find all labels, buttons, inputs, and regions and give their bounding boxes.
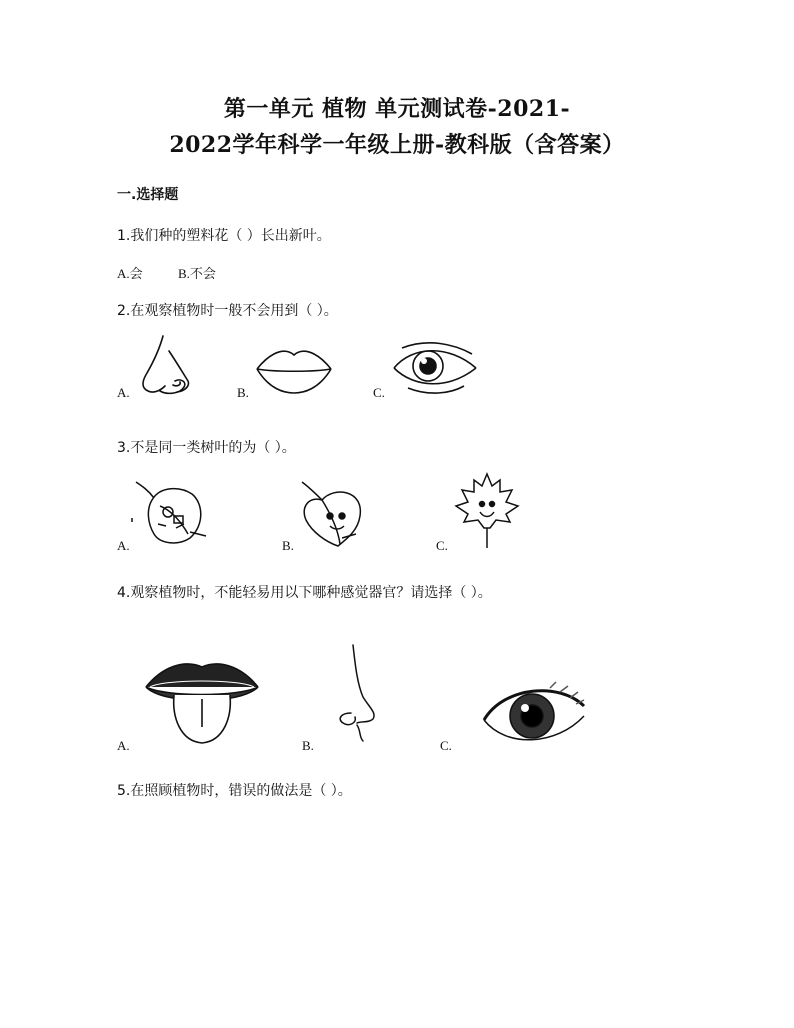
q2-option-a: A. <box>117 385 130 400</box>
q2-option-b: B. <box>237 385 249 400</box>
question-3: 3.不是同一类树叶的为（ ）。 <box>117 440 296 456</box>
q1-option-a: A.会 <box>117 266 143 281</box>
eye-icon <box>388 340 482 400</box>
leaf-round-icon <box>130 480 210 546</box>
eye-icon-2 <box>480 680 588 750</box>
question-2: 2.在观察植物时一般不会用到（ ）。 <box>117 303 338 319</box>
page-title-line2: 2022学年科学一年级上册-教科版（含答案） <box>169 132 625 158</box>
q4-option-b: B. <box>302 738 314 753</box>
q4-option-c: C. <box>440 738 452 753</box>
leaf-maple-icon <box>452 472 522 550</box>
q1-option-b: B.不会 <box>178 266 216 281</box>
nose-icon-2 <box>333 643 389 743</box>
tongue-icon <box>144 657 260 745</box>
q3-option-a: A. <box>117 538 130 553</box>
page-title-line1: 第一单元 植物 单元测试卷-2021- <box>223 96 571 122</box>
question-1: 1.我们种的塑料花（ ）长出新叶。 <box>117 228 331 244</box>
question-5: 5.在照顾植物时，错误的做法是（ ）。 <box>117 783 352 799</box>
section-heading: 一.选择题 <box>117 187 179 203</box>
q3-option-b: B. <box>282 538 294 553</box>
lips-icon <box>254 345 334 395</box>
q2-option-c: C. <box>373 385 385 400</box>
question-4: 4.观察植物时，不能轻易用以下哪种感觉器官？请选择（ ）。 <box>117 585 492 601</box>
q3-option-c: C. <box>436 538 448 553</box>
leaf-heart-icon <box>298 480 368 550</box>
nose-icon <box>133 333 199 399</box>
q4-option-a: A. <box>117 738 130 753</box>
